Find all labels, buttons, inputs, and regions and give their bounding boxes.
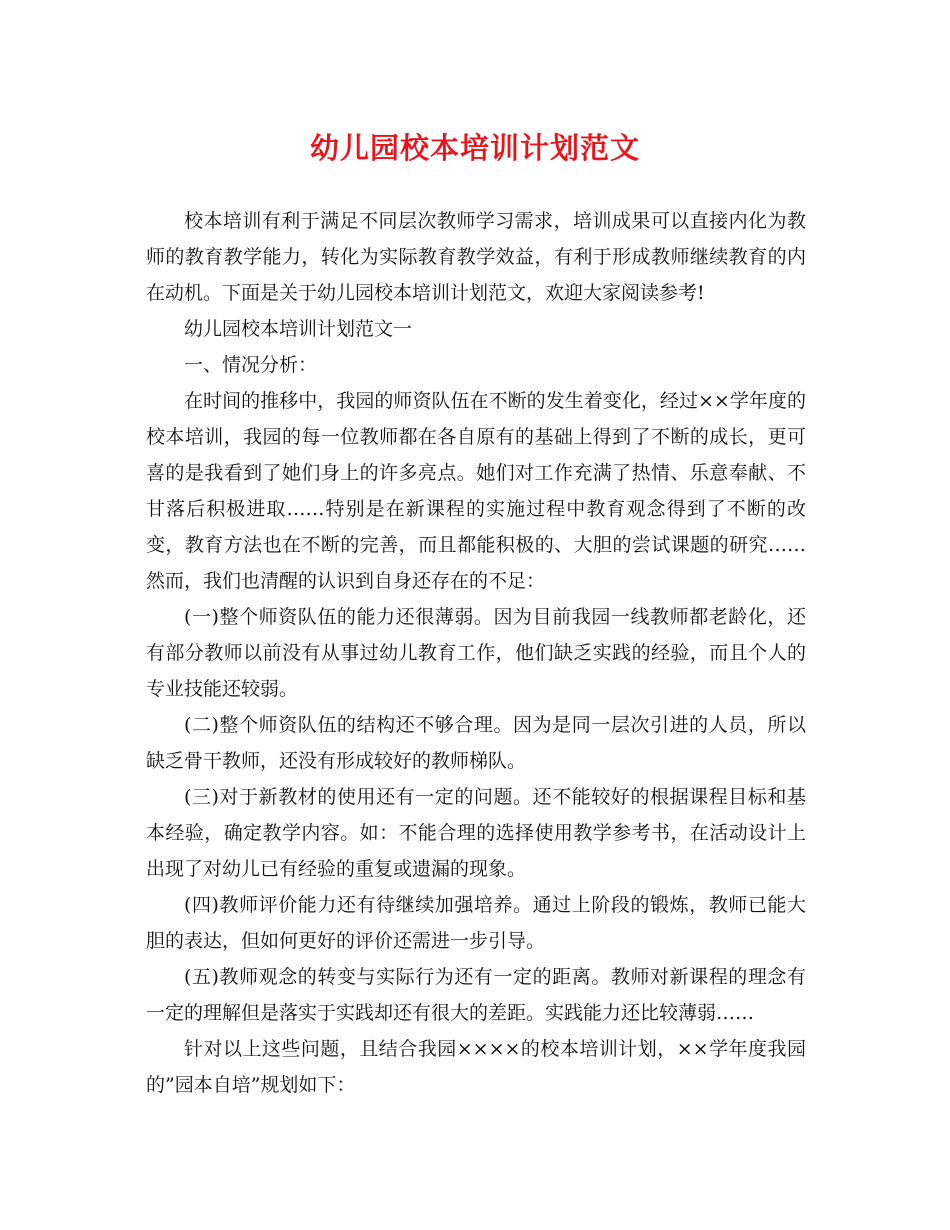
issue-paragraph-2: (二)整个师资队伍的结构还不够合理。因为是同一层次引进的人员，所以缺乏骨干教师，还没有形成较好的教师梯队。 xyxy=(146,714,806,772)
intro-paragraph: 校本培训有利于满足不同层次教师学习需求，培训成果可以直接内化为教师的教育教学能力，转化为实际教育教学效益，有利于形成教师继续教育的内在动机。下面是关于幼儿园校本培训计划范文，欢迎大家阅读参考! xyxy=(146,210,806,304)
section-heading-situation-analysis: 一、情况分析： xyxy=(184,354,318,376)
document-title: 幼儿园校本培训计划范文 xyxy=(309,131,640,165)
section-heading-plan-one: 幼儿园校本培训计划范文一 xyxy=(184,318,413,340)
issue-paragraph-5: (五)教师观念的转变与实际行为还有一定的距离。教师对新课程的理念有一定的理解但是落实于实践却还有很大的差距。实践能力还比较薄弱…… xyxy=(146,966,806,1024)
issue-paragraph-1: (一)整个师资队伍的能力还很薄弱。因为目前我园一线教师都老龄化，还有部分教师以前没有从事过幼儿教育工作，他们缺乏实践的经验，而且个人的专业技能还较弱。 xyxy=(146,606,806,700)
document-body xyxy=(146,203,806,1103)
issue-paragraph-4: (四)教师评价能力还有待继续加强培养。通过上阶段的锻炼，教师已能大胆的表达，但如何更好的评价还需进一步引导。 xyxy=(146,894,806,952)
plan-intro-paragraph: 针对以上这些问题，且结合我园××××的校本培训计划，××学年度我园的”园本自培”规划如下： xyxy=(146,1038,806,1096)
analysis-paragraph: 在时间的推移中，我园的师资队伍在不断的发生着变化，经过××学年度的校本培训，我园的每一位教师都在各自原有的基础上得到了不断的成长，更可喜的是我看到了她们身上的许多亮点。她们对工作充满了热情、乐意奉献、不甘落后积极进取……特别是在新课程的实施过程中教育观念得到了不断的改变，教育方法也在不断的完善，而且都能积极的、大胆的尝试课题的研究……然而，我们也清醒的认识到自身还存在的不足： xyxy=(146,390,806,592)
issue-paragraph-3: (三)对于新教材的使用还有一定的问题。还不能较好的根据课程目标和基本经验，确定教学内容。如：不能合理的选择使用教学参考书，在活动设计上出现了对幼儿已有经验的重复或遗漏的现象。 xyxy=(146,786,806,880)
